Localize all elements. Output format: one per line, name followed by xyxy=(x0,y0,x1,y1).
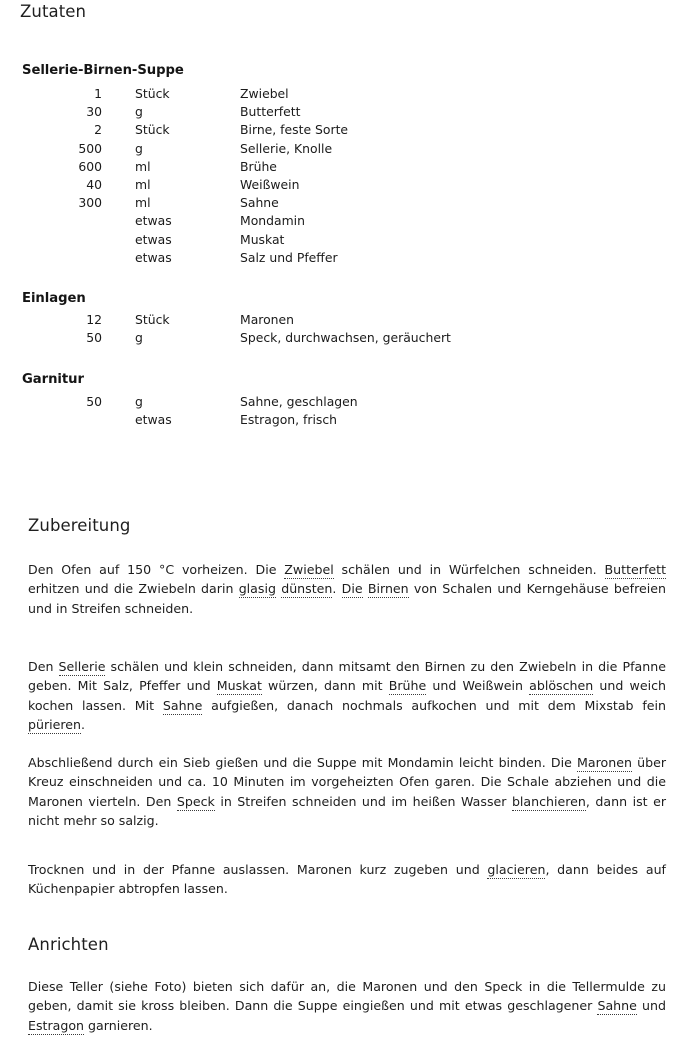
preparation-paragraph xyxy=(28,860,666,899)
ingredient-row xyxy=(0,194,500,212)
ingredient-row xyxy=(0,176,500,194)
paragraph-text: erhitzen und die Zwiebeln darin xyxy=(28,581,239,597)
paragraph-text: Diese Teller (siehe Foto) bieten sich dafür an, die Maronen und den Speck in die Tellermulde zu geben, damit sie kross bleiben. Dann die Suppe eingießen und mit etwas geschlagener xyxy=(28,979,666,1014)
ingredient-quantity xyxy=(0,249,102,267)
ingredient-row xyxy=(0,329,500,347)
glossary-term[interactable]: Die xyxy=(341,581,363,597)
ingredient-quantity xyxy=(0,231,102,249)
paragraph-text: . xyxy=(81,717,86,733)
ingredient-quantity: 40 xyxy=(86,177,102,193)
preparation-paragraph xyxy=(28,560,666,618)
ingredient-unit: g xyxy=(135,140,143,156)
glossary-term[interactable]: Butterfett xyxy=(604,562,667,577)
ingredient-row xyxy=(0,231,500,249)
ingredient-quantity xyxy=(0,411,102,429)
ingredient-section-title: Garnitur xyxy=(22,372,84,387)
ingredient-unit: etwas xyxy=(135,412,172,428)
ingredient-unit: ml xyxy=(135,195,151,211)
paragraph-text: würzen, dann mit xyxy=(261,678,389,694)
ingredient-table xyxy=(0,85,500,267)
ingredient-quantity: 2 xyxy=(94,122,102,138)
ingredient-unit: ml xyxy=(135,158,151,174)
ingredient-name: Butterfett xyxy=(240,104,301,120)
glossary-term[interactable]: Birnen xyxy=(367,581,409,597)
paragraph-text: in Streifen schneiden und im heißen Wasser xyxy=(214,793,512,809)
glossary-term[interactable]: dünsten xyxy=(281,581,333,597)
glossary-term[interactable]: Sellerie xyxy=(58,659,106,674)
glossary-term[interactable]: Zwiebel xyxy=(284,562,334,577)
ingredient-row xyxy=(0,249,500,267)
paragraph-text: . xyxy=(332,581,342,597)
glossary-term[interactable]: blanchieren xyxy=(511,793,586,809)
paragraph-text: , dann beides auf Küchenpapier abtropfen lassen. xyxy=(28,862,666,897)
glossary-term[interactable]: Sahne xyxy=(162,697,203,713)
ingredient-name: Estragon, frisch xyxy=(240,412,338,428)
ingredient-unit: Stück xyxy=(135,86,170,101)
paragraph-text: Trocknen und in der Pfanne auslassen. Maronen kurz zugeben und xyxy=(28,862,488,877)
ingredient-row xyxy=(0,85,500,103)
paragraph-text: schälen und in Würfelchen schneiden. xyxy=(333,562,605,577)
preparation-paragraph xyxy=(28,753,666,831)
ingredient-row xyxy=(0,121,500,139)
paragraph-text: schälen und klein schneiden, dann mitsamt den Birnen zu den Zwiebeln in die Pfanne geben. Mit Salz, Pfeffer und xyxy=(28,659,666,694)
ingredient-unit: g xyxy=(135,394,143,409)
glossary-term[interactable]: Maronen xyxy=(577,755,632,770)
glossary-term[interactable]: Estragon xyxy=(28,1017,85,1033)
ingredient-row xyxy=(0,140,500,158)
paragraph-text: und weich kochen lassen. Mit xyxy=(28,678,667,713)
ingredient-row xyxy=(0,103,500,121)
glossary-term[interactable]: Sahne xyxy=(597,998,637,1014)
ingredient-name: Zwiebel xyxy=(240,86,289,101)
glossary-term[interactable]: pürieren xyxy=(28,717,82,733)
ingredient-unit: etwas xyxy=(135,249,172,265)
ingredient-name: Salz und Pfeffer xyxy=(240,249,338,265)
ingredient-row xyxy=(0,212,500,230)
glossary-term[interactable]: glasig xyxy=(238,581,276,597)
ingredient-unit: Stück xyxy=(135,312,170,327)
ingredient-unit: g xyxy=(135,330,143,346)
paragraph-text: aufgießen, danach nochmals aufkochen und mit dem Mixstab fein xyxy=(202,697,666,713)
paragraph-text: Den xyxy=(28,659,59,674)
preparation-heading: Zubereitung xyxy=(28,516,131,535)
ingredient-quantity: 1 xyxy=(94,86,102,101)
serving-paragraph xyxy=(28,977,666,1035)
serving-heading: Anrichten xyxy=(28,935,109,954)
ingredient-row xyxy=(0,311,500,329)
ingredient-quantity: 300 xyxy=(78,195,102,211)
preparation-paragraph xyxy=(28,657,666,735)
ingredient-row xyxy=(0,411,500,429)
paragraph-text: von Schalen und Kerngehäuse befreien und in Streifen schneiden. xyxy=(28,581,666,616)
ingredient-quantity: 500 xyxy=(78,140,102,156)
glossary-term[interactable]: Muskat xyxy=(216,678,262,694)
ingredient-name: Sellerie, Knolle xyxy=(240,140,333,156)
ingredient-quantity xyxy=(0,212,102,230)
ingredient-unit: g xyxy=(135,104,143,120)
glossary-term[interactable]: ablöschen xyxy=(529,678,594,694)
ingredient-name: Birne, feste Sorte xyxy=(240,122,349,138)
ingredient-row xyxy=(0,393,500,411)
paragraph-text: Abschließend durch ein Sieb gießen und die Suppe mit Mondamin leicht binden. Die xyxy=(28,755,578,770)
paragraph-text: und xyxy=(636,998,666,1014)
ingredient-unit: Stück xyxy=(135,122,170,138)
ingredient-name: Sahne xyxy=(240,195,279,211)
paragraph-text: über Kreuz einschneiden und ca. 10 Minuten im vorgeheizten Ofen garen. Die Schale abziehen und die Maronen vierteln. Den xyxy=(28,755,666,809)
paragraph-text: Den Ofen auf 150 °C vorheizen. Die xyxy=(28,562,285,577)
ingredient-section-title: Sellerie-Birnen-Suppe xyxy=(22,63,184,78)
ingredient-name: Muskat xyxy=(240,231,285,247)
ingredient-table xyxy=(0,393,500,429)
ingredient-quantity: 600 xyxy=(78,158,102,174)
ingredient-quantity: 50 xyxy=(86,330,102,346)
ingredient-unit: etwas xyxy=(135,231,172,247)
ingredient-name: Weißwein xyxy=(240,177,300,193)
ingredient-name: Mondamin xyxy=(240,213,305,229)
ingredient-name: Sahne, geschlagen xyxy=(240,394,358,409)
paragraph-text: garnieren. xyxy=(84,1017,153,1033)
ingredient-quantity: 50 xyxy=(86,394,102,409)
glossary-term[interactable]: glacieren xyxy=(487,862,546,877)
glossary-term[interactable]: Brühe xyxy=(388,678,427,694)
ingredients-heading: Zutaten xyxy=(20,2,87,21)
paragraph-text: , dann ist er nicht mehr so salzig. xyxy=(28,793,666,829)
ingredient-table xyxy=(0,311,500,347)
paragraph-text: und Weißwein xyxy=(426,678,530,694)
ingredient-row xyxy=(0,158,500,176)
ingredient-unit: ml xyxy=(135,177,151,193)
glossary-term[interactable]: Speck xyxy=(176,793,215,809)
ingredient-unit: etwas xyxy=(135,213,172,229)
ingredient-name: Maronen xyxy=(240,312,295,327)
ingredient-quantity: 12 xyxy=(86,312,102,327)
ingredient-quantity: 30 xyxy=(86,104,102,120)
ingredient-section-title: Einlagen xyxy=(22,291,86,306)
ingredient-name: Speck, durchwachsen, geräuchert xyxy=(240,330,451,346)
ingredient-name: Brühe xyxy=(240,158,277,174)
